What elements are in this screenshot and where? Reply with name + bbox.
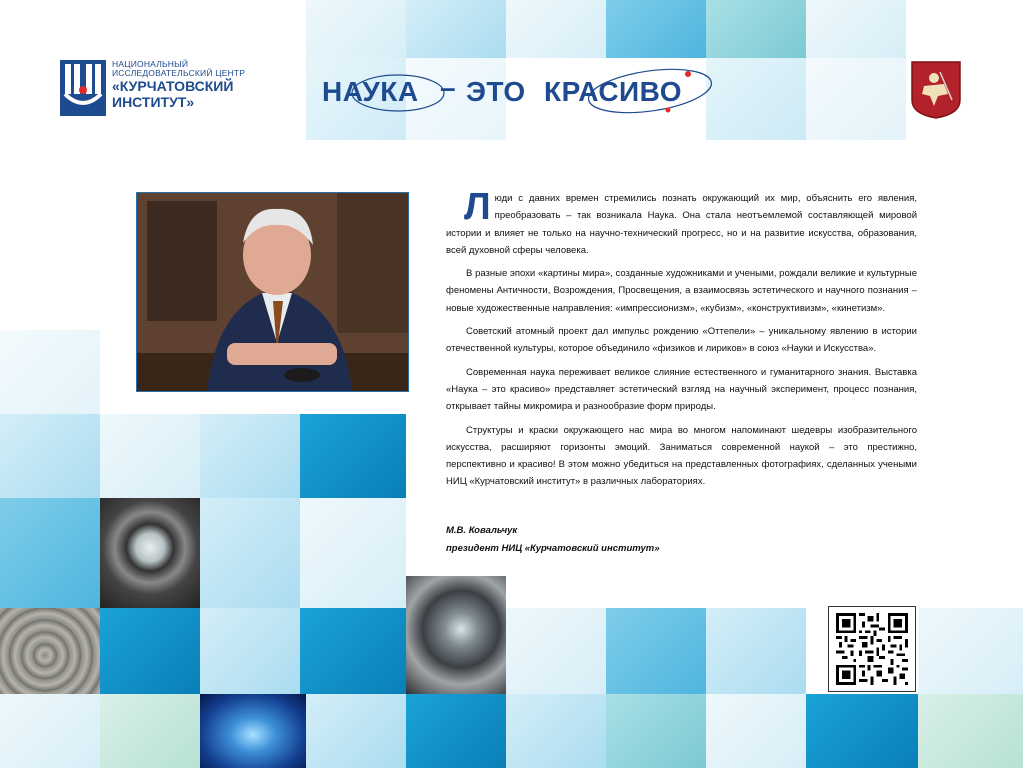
moscow-coat-of-arms-icon bbox=[910, 60, 962, 120]
kurchatov-emblem-icon bbox=[60, 60, 106, 116]
mosaic-tile bbox=[806, 694, 918, 768]
mosaic-tile bbox=[100, 694, 200, 768]
mosaic-tile bbox=[506, 0, 606, 58]
mosaic-tile bbox=[706, 608, 806, 694]
mosaic-tile bbox=[506, 608, 606, 694]
mosaic-tile bbox=[300, 608, 406, 694]
mosaic-tile bbox=[606, 608, 706, 694]
mosaic-tile bbox=[918, 608, 1023, 694]
mosaic-tile bbox=[606, 694, 706, 768]
article-paragraph: Советский атомный проект дал импульс рождению «Оттепели» – уникальному явлению в истории отечественной культуры, которое объединило «физиков и лириков» в союз «Науки и Искусства». bbox=[446, 326, 917, 355]
mosaic-tile bbox=[0, 498, 100, 608]
mosaic-tile bbox=[200, 608, 300, 694]
mosaic-tile bbox=[806, 0, 906, 58]
headline-word-2: ЭТО bbox=[466, 76, 526, 107]
article-paragraph: Структуры и краски окружающего нас мира во многом напоминают шедевры изобразительного искусства, расширяют горизонты эмоций. Заниматься современной наукой – это престижно, перспективно и красиво! В этом можно убедиться на представленных фотографиях, сделанных учеными НИЦ «Курчатовский институт» в различных лабораториях. bbox=[446, 424, 917, 488]
mosaic-tile bbox=[0, 330, 100, 414]
mosaic-tile bbox=[306, 0, 406, 58]
logo-line-2: ИССЛЕДОВАТЕЛЬСКИЙ ЦЕНТР bbox=[112, 68, 246, 78]
kurchatov-institute-logo bbox=[60, 60, 260, 118]
spiral-texture-photo bbox=[0, 608, 100, 694]
vacuum-chamber-photo bbox=[406, 576, 506, 694]
mosaic-tile bbox=[606, 0, 706, 58]
article-body bbox=[446, 186, 917, 497]
drop-cap: Л bbox=[464, 186, 491, 228]
mosaic-tile bbox=[506, 694, 606, 768]
paragraph-text: юди с давних времен стремились познать окружающий их мир, объяснить его явления, преобразовать – так возникала Наука. Она стала неотъемлемой составляющей мировой истории и влияет не только на научно-технический прогресс, но и на развитие искусства, образования, всей духовной сферы человека. bbox=[446, 193, 917, 256]
portrait-illustration bbox=[137, 193, 408, 391]
crystal-photo bbox=[200, 694, 306, 768]
mosaic-tile bbox=[806, 58, 906, 140]
mosaic-tile bbox=[300, 414, 406, 498]
mosaic-tile bbox=[706, 58, 806, 140]
qr-code-icon bbox=[835, 613, 909, 685]
mosaic-tile bbox=[706, 694, 806, 768]
logo-line-1: НАЦИОНАЛЬНЫЙ bbox=[112, 59, 189, 69]
article-paragraph: В разные эпохи «картины мира», созданные художниками и учеными, рождали великие и культурные феномены Античности, Возрождения, Просвещения, а взаимосвязь эстетического и научного познания – новые художественные направления: «импрессионизм», «кубизм», «конструктивизм», «кинетизм». bbox=[446, 268, 917, 314]
signature bbox=[446, 522, 659, 558]
mosaic-tile bbox=[706, 0, 806, 58]
signature-title: президент НИЦ «Курчатовский институт» bbox=[446, 543, 660, 554]
mosaic-tile bbox=[306, 694, 406, 768]
qr-code[interactable] bbox=[828, 606, 916, 692]
headline-word-3: КРАСИВО bbox=[544, 76, 682, 107]
signature-name: М.В. Ковальчук bbox=[446, 525, 518, 536]
mosaic-tile bbox=[200, 414, 300, 498]
article-paragraph bbox=[446, 186, 917, 259]
mosaic-tile bbox=[300, 498, 406, 608]
mosaic-tile bbox=[406, 694, 506, 768]
mosaic-tile bbox=[100, 414, 200, 498]
microscope-photo bbox=[100, 498, 200, 608]
mosaic-tile bbox=[0, 694, 100, 768]
logo-text bbox=[112, 60, 245, 110]
logo-line-3: «КУРЧАТОВСКИЙ bbox=[112, 78, 234, 94]
mosaic-tile bbox=[0, 414, 100, 498]
mosaic-tile bbox=[406, 0, 506, 58]
headline-dash: – bbox=[440, 72, 457, 103]
exhibition-headline bbox=[320, 66, 720, 126]
mosaic-tile bbox=[200, 498, 300, 608]
article-paragraph: Современная наука переживает великое слияние естественного и гуманитарного знания. Выставка «Наука – это красиво» представляет эстетический взгляд на научный эксперимент, процесс познания, открывает тайны микромира и разнообразие форм природы. bbox=[446, 366, 917, 413]
mosaic-tile bbox=[918, 694, 1023, 768]
mosaic-tile bbox=[100, 608, 200, 694]
logo-line-4: ИНСТИТУТ» bbox=[112, 94, 195, 110]
headline-word-1: НАУКА bbox=[322, 76, 419, 107]
president-portrait-photo bbox=[136, 192, 409, 392]
